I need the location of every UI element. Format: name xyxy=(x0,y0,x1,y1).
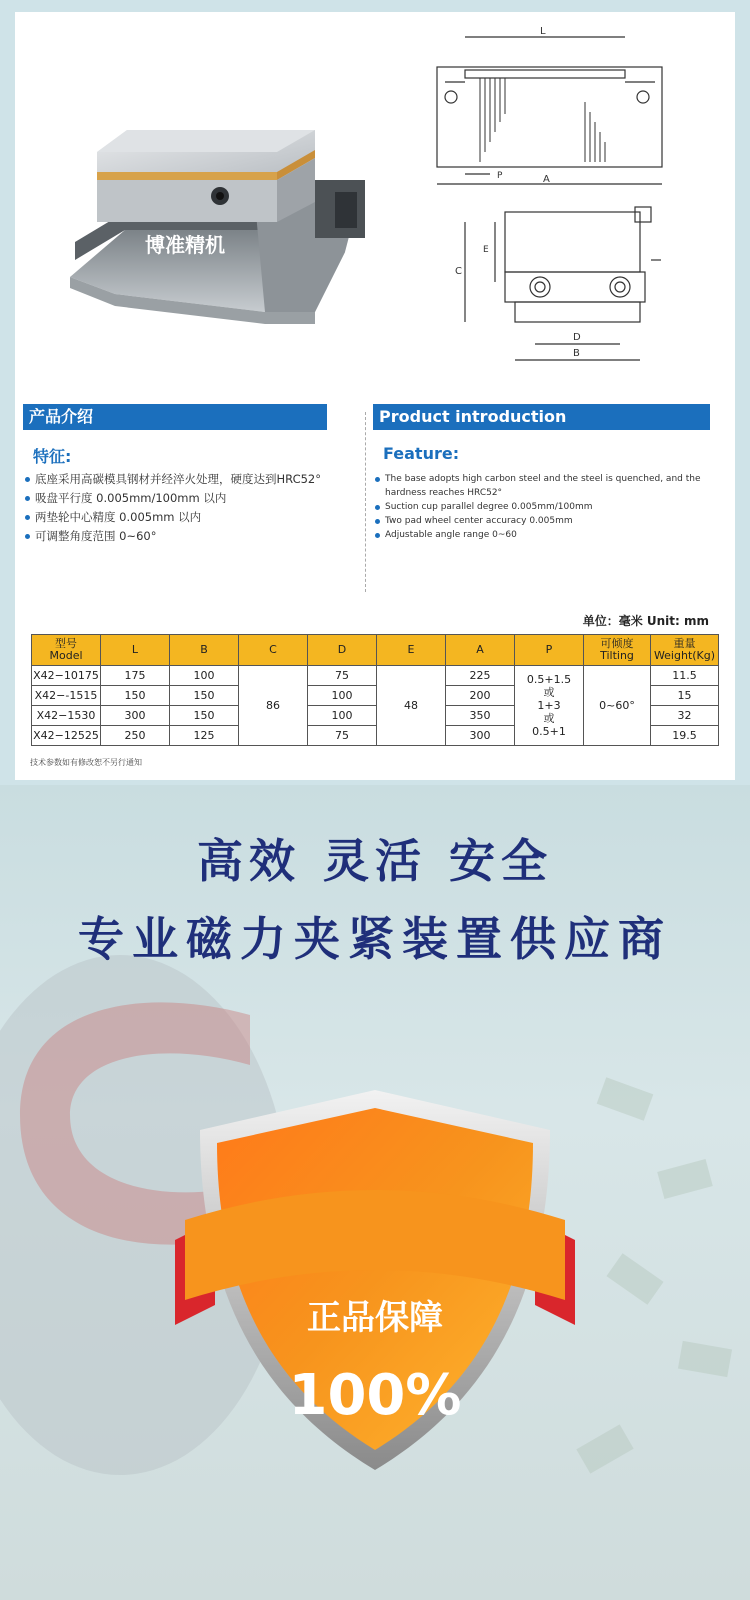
cell-c: 86 xyxy=(239,666,308,746)
cell-b: 150 xyxy=(170,686,239,706)
table-header-row xyxy=(32,635,719,666)
unit-label: 单位：毫米 Unit: mm xyxy=(582,614,709,628)
cell-a: 350 xyxy=(446,706,515,726)
en-intro-header: Product introduction xyxy=(373,404,710,430)
cell-a: 200 xyxy=(446,686,515,706)
badge-percent: 100% xyxy=(288,1363,462,1428)
slogan-line-1: 高效 灵活 安全 xyxy=(196,834,554,888)
cell-l: 175 xyxy=(101,666,170,686)
label-p: P xyxy=(497,171,503,181)
col-e: E xyxy=(377,635,446,666)
cn-intro-header: 产品介绍 xyxy=(23,404,327,430)
cell-model: X42−10175 xyxy=(32,666,101,686)
cell-d: 75 xyxy=(308,726,377,746)
cn-feature-item: 可调整角度范围 0~60° xyxy=(23,527,333,546)
section-divider xyxy=(365,412,366,592)
col-model: 型号 Model xyxy=(32,635,101,666)
photo-watermark: 博准精机 xyxy=(145,233,225,257)
cell-b: 150 xyxy=(170,706,239,726)
cell-a: 300 xyxy=(446,726,515,746)
cell-l: 150 xyxy=(101,686,170,706)
cell-e: 48 xyxy=(377,666,446,746)
cell-model: X42−12525 xyxy=(32,726,101,746)
col-d: D xyxy=(308,635,377,666)
en-feature-item: Suction cup parallel degree 0.005mm/100mm xyxy=(373,500,713,514)
cell-weight: 11.5 xyxy=(651,666,719,686)
cell-l: 300 xyxy=(101,706,170,726)
cell-weight: 15 xyxy=(651,686,719,706)
col-p: P xyxy=(515,635,584,666)
col-a: A xyxy=(446,635,515,666)
cn-feature-item: 吸盘平行度 0.005mm/100mm 以内 xyxy=(23,489,333,508)
en-feature-list xyxy=(373,472,713,542)
cell-p: 0.5+1.5 或 1+3 或 0.5+1 xyxy=(515,666,584,746)
col-c: C xyxy=(239,635,308,666)
cell-weight: 32 xyxy=(651,706,719,726)
cell-b: 125 xyxy=(170,726,239,746)
cn-feature-list xyxy=(23,470,333,546)
cell-d: 100 xyxy=(308,686,377,706)
cell-l: 250 xyxy=(101,726,170,746)
cn-feature-item: 底座采用高碳模具钢材并经淬火处理，硬度达到HRC52° xyxy=(23,470,333,489)
cn-feature-title: 特征: xyxy=(33,447,72,466)
technical-drawing xyxy=(425,22,730,382)
top-section xyxy=(0,0,750,785)
col-b: B xyxy=(170,635,239,666)
cell-d: 75 xyxy=(308,666,377,686)
en-feature-item: Two pad wheel center accuracy 0.005mm xyxy=(373,514,713,528)
cn-feature-item: 两垫轮中心精度 0.005mm 以内 xyxy=(23,508,333,527)
cell-b: 100 xyxy=(170,666,239,686)
label-d: D xyxy=(573,332,581,343)
label-a: A xyxy=(543,174,550,185)
promo-section xyxy=(0,785,750,1600)
label-e: E xyxy=(483,245,489,255)
label-c: C xyxy=(455,266,462,277)
col-tilting: 可倾度 Tilting xyxy=(584,635,651,666)
cell-a: 225 xyxy=(446,666,515,686)
cell-model: X42−1530 xyxy=(32,706,101,726)
slogan-line-2: 专业磁力夹紧装置供应商 xyxy=(78,912,672,966)
spec-table xyxy=(31,634,719,746)
label-l: L xyxy=(540,26,546,37)
en-feature-title: Feature: xyxy=(383,444,460,463)
en-feature-item: Adjustable angle range 0~60 xyxy=(373,528,713,542)
label-b: B xyxy=(573,348,580,359)
col-weight: 重量 Weight(Kg) xyxy=(651,635,719,666)
table-row xyxy=(32,666,719,686)
product-photo xyxy=(15,12,425,392)
spec-note: 技术参数如有修改恕不另行通知 xyxy=(30,758,142,767)
col-l: L xyxy=(101,635,170,666)
badge-title: 正品保障 xyxy=(307,1298,443,1338)
cell-model: X42−-1515 xyxy=(32,686,101,706)
en-feature-item: The base adopts high carbon steel and the steel is quenched, and the hardness reaches HRC52° xyxy=(373,472,713,500)
product-panel xyxy=(15,12,735,780)
cell-weight: 19.5 xyxy=(651,726,719,746)
cell-tilting: 0~60° xyxy=(584,666,651,746)
cell-d: 100 xyxy=(308,706,377,726)
